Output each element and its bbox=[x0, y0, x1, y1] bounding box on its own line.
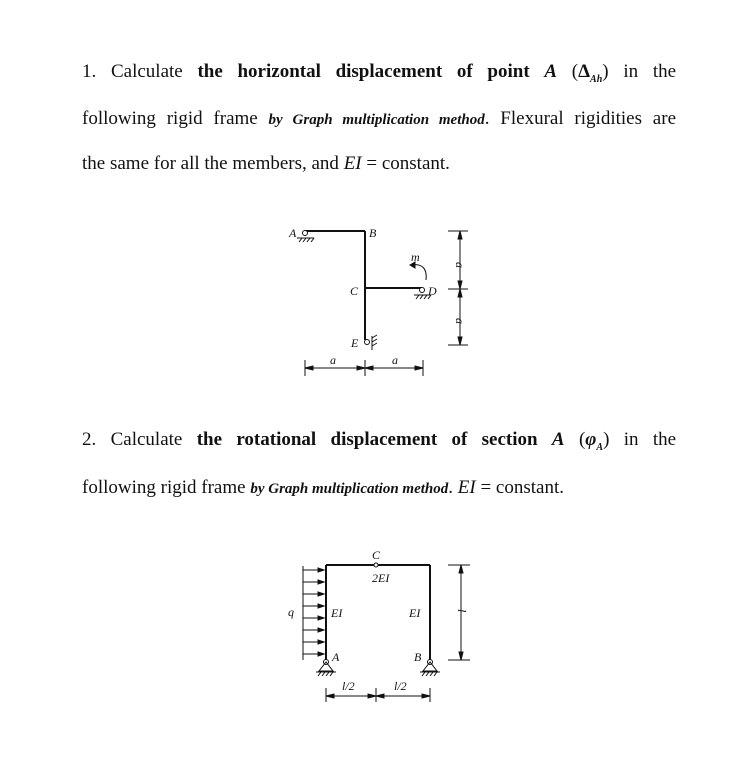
label-A2: A bbox=[332, 650, 340, 664]
label-q: q bbox=[288, 605, 294, 619]
dim-l2-right: l/2 bbox=[394, 679, 407, 693]
problem2-number: 2. bbox=[82, 429, 97, 450]
label-C: C bbox=[350, 284, 359, 298]
dim-l: l bbox=[455, 609, 469, 613]
label-B: B bbox=[369, 226, 377, 240]
label-m: m bbox=[411, 250, 420, 264]
hinge-C-icon bbox=[374, 563, 378, 567]
phi-symbol: φ bbox=[585, 429, 597, 450]
problem2-period: . bbox=[448, 477, 454, 498]
label-2EI: 2EI bbox=[372, 571, 390, 585]
label-D: D bbox=[428, 284, 437, 298]
dim-l2-left: l/2 bbox=[342, 679, 355, 693]
support-B-pin-icon bbox=[420, 660, 440, 677]
label-EI-left: EI bbox=[331, 606, 343, 620]
problem2-point-label: A bbox=[551, 429, 565, 450]
problem1-number: 1. bbox=[82, 61, 97, 82]
dim-a-left: a bbox=[330, 353, 336, 367]
problem1-line3-end: = constant. bbox=[366, 153, 450, 174]
problem2-phi: $(\varphi_A)$ bbox=[578, 429, 610, 453]
label-E: E bbox=[351, 336, 359, 350]
problem1-lead: Calculate bbox=[110, 61, 183, 82]
problem2-line2-start: following rigid frame bbox=[82, 477, 246, 498]
problem2-bold-phrase: the rotational displacement of section bbox=[196, 429, 538, 450]
distributed-load-icon bbox=[303, 566, 324, 660]
problem1-delta: $(\Delta_{Ah})$ bbox=[571, 61, 609, 85]
problem1-line3-start: the same for all the members, and bbox=[82, 153, 339, 174]
problem2-lead: Calculate bbox=[110, 429, 183, 450]
dim-a-right: a bbox=[392, 353, 398, 367]
label-B2: B bbox=[414, 650, 422, 664]
delta-subscript: Ah bbox=[590, 73, 603, 85]
dim-a-bottom: a bbox=[453, 318, 467, 324]
label-C2: C bbox=[372, 548, 381, 562]
phi-subscript: A bbox=[596, 441, 604, 453]
dim-a-top: a bbox=[453, 262, 467, 268]
problem1-method: by Graph multiplication method bbox=[268, 112, 485, 128]
label-EI-right: EI bbox=[409, 606, 421, 620]
problem1-tail: in the bbox=[623, 61, 677, 82]
problem1-bold-phrase: the horizontal displacement of point bbox=[197, 61, 530, 82]
problem1-line2-start: following rigid frame bbox=[82, 108, 258, 129]
problem2-line2-end: = constant. bbox=[480, 477, 564, 498]
problem2-ei: EI bbox=[457, 477, 476, 498]
delta-symbol: Δ bbox=[578, 61, 591, 82]
problem1-ei: EI bbox=[343, 153, 362, 174]
label-A: A bbox=[289, 226, 297, 240]
problem2-method: by Graph multiplication method bbox=[250, 481, 449, 497]
problem2-tail: in the bbox=[623, 429, 677, 450]
problem1-line2-end: . Flexural rigidities are bbox=[484, 108, 677, 129]
dimension-vertical-2 bbox=[448, 565, 470, 660]
problem1-point-label: A bbox=[544, 61, 558, 82]
